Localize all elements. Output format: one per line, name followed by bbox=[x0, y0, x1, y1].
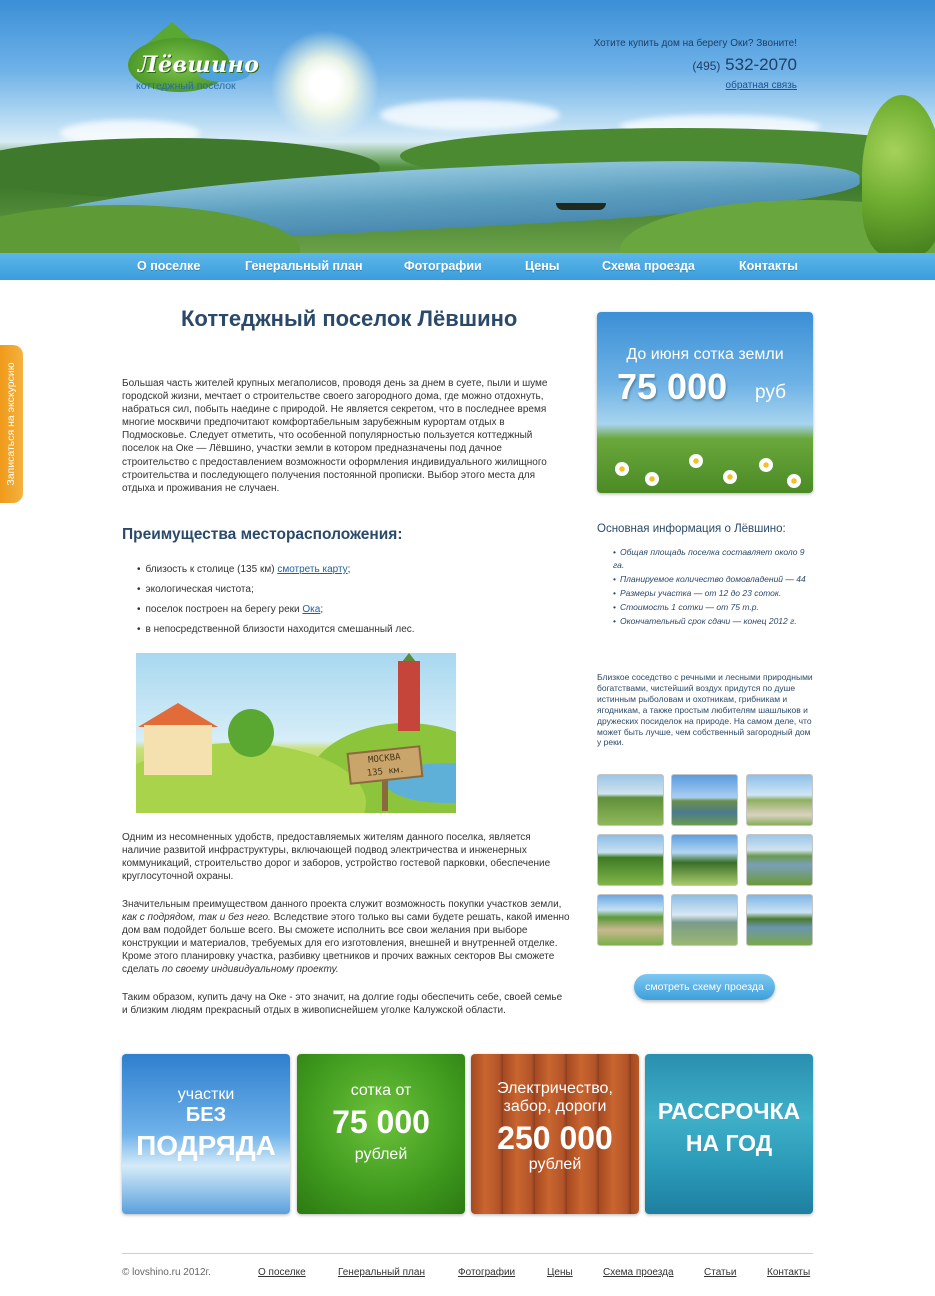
footer-link-prices[interactable]: Цены bbox=[547, 1267, 573, 1278]
promo-price: 75 000 bbox=[617, 366, 728, 407]
callback-link[interactable]: обратная связь bbox=[725, 80, 797, 91]
gallery-thumb[interactable] bbox=[746, 894, 813, 946]
footer-link-photos[interactable]: Фотографии bbox=[458, 1267, 516, 1278]
footer-link-about[interactable]: О поселке bbox=[258, 1267, 306, 1278]
tile-infrastructure[interactable] bbox=[471, 1054, 639, 1214]
info-item: • Общая площадь поселка составляет около 9 га. bbox=[613, 546, 813, 572]
oka-link[interactable]: Ока bbox=[302, 604, 321, 615]
phone-number bbox=[594, 55, 797, 75]
tile-price[interactable] bbox=[297, 1054, 465, 1214]
header-tagline: Хотите купить дом на берегу Оки? Звоните! bbox=[593, 38, 797, 49]
info-list bbox=[613, 546, 813, 629]
logo[interactable] bbox=[128, 22, 260, 94]
boat bbox=[556, 203, 606, 210]
gallery-thumb[interactable] bbox=[597, 894, 664, 946]
house-icon bbox=[144, 725, 212, 775]
tile-line: сотка от bbox=[350, 1082, 412, 1099]
info-item: • Окончательный срок сдачи — конец 2012 г. bbox=[613, 615, 813, 628]
nav-item-general-plan[interactable]: Генеральный план bbox=[245, 259, 363, 273]
photo-gallery bbox=[597, 774, 813, 948]
header-banner bbox=[0, 0, 935, 253]
advantages-list bbox=[137, 560, 415, 640]
tile-line: РАССРОЧКА bbox=[657, 1098, 801, 1124]
tree bbox=[862, 95, 935, 253]
gallery-thumb[interactable] bbox=[597, 834, 664, 886]
gallery-thumb[interactable] bbox=[597, 774, 664, 826]
gallery-thumb[interactable] bbox=[671, 894, 738, 946]
gallery-thumb[interactable] bbox=[746, 834, 813, 886]
tile-line: 75 000 bbox=[332, 1104, 430, 1140]
tree-icon bbox=[228, 709, 274, 757]
distance-illustration bbox=[136, 653, 456, 813]
footer-link-route[interactable]: Схема проезда bbox=[603, 1267, 674, 1278]
tile-line: рублей bbox=[354, 1146, 408, 1163]
excursion-tab[interactable] bbox=[0, 345, 23, 503]
logo-subtitle: коттеджный поселок bbox=[136, 80, 236, 92]
infrastructure-paragraph: Одним из несомненных удобств, предоставляемых жителям данного поселка, является наличие развитой инфраструктуры, включающей подвод электричества и инженерных коммуникаций, строительство дорог и заборов, устройство гостевой парковки, обеспечение круглосуточной охраны. bbox=[122, 832, 551, 883]
logo-name: Лёвшино bbox=[138, 52, 260, 78]
promo-currency: руб bbox=[755, 382, 786, 403]
tile-line: БЕЗ bbox=[185, 1104, 227, 1126]
info-item: • Размеры участка — от 12 до 23 соток. bbox=[613, 587, 813, 600]
nav-item-route[interactable]: Схема проезда bbox=[602, 259, 695, 273]
kremlin-tower-icon bbox=[398, 661, 420, 731]
info-item: • Планируемое количество домовладений — 44 bbox=[613, 573, 813, 586]
tile-line: ПОДРЯДА bbox=[136, 1130, 276, 1161]
gallery-thumb[interactable] bbox=[746, 774, 813, 826]
list-item: • близость к столице (135 км) смотреть карту; bbox=[137, 560, 415, 580]
conclusion-paragraph: Таким образом, купить дачу на Оке - это значит, на долгие годы обеспечить себе, своей семье и близким людям прекрасный отдых в живописнейшем уголке Калужской области. bbox=[122, 992, 563, 1017]
gallery-thumb[interactable] bbox=[671, 834, 738, 886]
intro-paragraph: Большая часть жителей крупных мегаполисов, проводя день за днем в суете, пыли и шуме городской жизни, мечтает о строительстве своего загородного дома, где можно отдохнуть, набраться сил, побыть наедине с природой. Не является секретом, что в последнее время многие москвичи предпочитают комфортабельным зарубежным курортам отдых в Подмосковье. Следует отметить, что особенной популярностью пользуется коттеджный поселок на Оке — Лёвшино, участки земли в котором предназначены под дачное строительство с предоставлением возможности оформления индивидуального жилищного строительства и последующего получения постоянной прописки. Выбор этого места для отдыха и проживания не случаен. bbox=[122, 378, 548, 494]
footer-link-articles[interactable]: Статьи bbox=[704, 1267, 737, 1278]
sun-glow bbox=[270, 30, 380, 140]
footer-link-contacts[interactable]: Контакты bbox=[767, 1267, 811, 1278]
footer-divider bbox=[122, 1253, 813, 1254]
list-item: • поселок построен на берегу реки Ока; bbox=[137, 600, 415, 620]
list-item: • экологическая чистота; bbox=[137, 580, 415, 600]
nav-item-photos[interactable]: Фотографии bbox=[404, 259, 482, 273]
contractor-paragraph: Значительным преимуществом данного проекта служит возможность покупки участков земли, как с подрядом, так и без него. Вследствие этого только вы сами будете решать, какой именно дом вам подойдет больше всего. Вы сможете исполнить все свои желания при выборе конструкции и материалов, требуемых для его изготовления, внешней и внутренней отделке. Кроме этого планировку участка, разбивку цветников и прочих важных секторов Вы сможете сделать по своему индивидуальному проекту. bbox=[122, 899, 570, 976]
price-promo-banner[interactable] bbox=[597, 312, 813, 493]
map-link[interactable]: смотреть карту bbox=[277, 564, 348, 575]
list-item: • в непосредственной близости находится смешанный лес. bbox=[137, 620, 415, 640]
tile-line: рублей bbox=[528, 1156, 582, 1173]
copyright: © lovshino.ru 2012г. bbox=[122, 1267, 211, 1278]
nav-item-contacts[interactable]: Контакты bbox=[739, 259, 798, 273]
page-title: Коттеджный поселок Лёвшино bbox=[181, 306, 518, 331]
nature-paragraph: Близкое соседство с речными и лесными природными богатствами, чистейший воздух придутся по душе истинным рыболовам и охотникам, грибникам и ягодникам, а также простым любителям шашлыков и дружеских посиделок на природе. На самом деле, что может быть лучше, чем собственный загородный дом у реки. bbox=[597, 672, 813, 748]
route-scheme-button[interactable]: смотреть схему проезда bbox=[634, 974, 775, 1000]
gallery-thumb[interactable] bbox=[671, 774, 738, 826]
tile-no-contractor[interactable] bbox=[122, 1054, 290, 1214]
tile-installment[interactable] bbox=[645, 1054, 813, 1214]
promo-caption: До июня сотка земли bbox=[626, 346, 784, 363]
advantages-heading: Преимущества месторасположения: bbox=[122, 526, 403, 543]
nav-item-about[interactable]: О поселке bbox=[137, 259, 201, 273]
tile-line: участки bbox=[177, 1086, 235, 1103]
phone-code: (495) bbox=[692, 59, 721, 73]
tile-line: Электричество, забор, дороги bbox=[497, 1080, 613, 1115]
distance-sign: МОСКВА 135 км. bbox=[347, 745, 424, 785]
main-nav bbox=[0, 253, 935, 280]
info-heading: Основная информация о Лёвшино: bbox=[597, 523, 786, 535]
footer-link-general-plan[interactable]: Генеральный план bbox=[338, 1267, 425, 1278]
info-item: • Стоимость 1 сотки — от 75 т.р. bbox=[613, 601, 813, 614]
tile-line: НА ГОД bbox=[685, 1130, 773, 1156]
nav-item-prices[interactable]: Цены bbox=[525, 259, 560, 273]
phone-digits: 532-2070 bbox=[725, 55, 797, 74]
house-roof-icon bbox=[138, 703, 218, 727]
cloud bbox=[380, 100, 560, 130]
tile-line: 250 000 bbox=[497, 1120, 613, 1156]
header-contact bbox=[594, 38, 797, 93]
excursion-tab-label: Записаться на экскурсию bbox=[5, 362, 17, 486]
